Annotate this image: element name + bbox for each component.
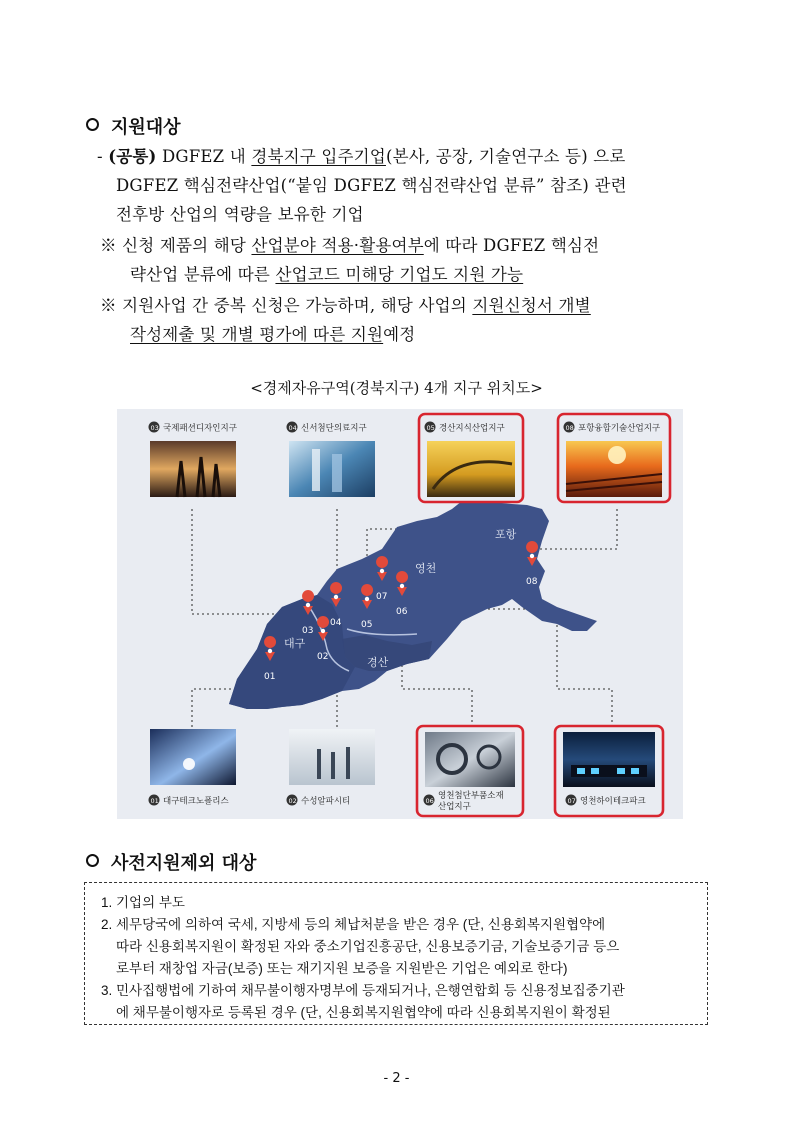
underlined-term: 경북지구 입주기업 <box>251 147 386 166</box>
svg-text:수성알파시티: 수성알파시티 <box>301 796 351 807</box>
svg-text:대구테크노폴리스: 대구테크노폴리스 <box>163 796 229 807</box>
svg-text:국제패션디자인지구: 국제패션디자인지구 <box>163 423 237 434</box>
svg-text:포항융합기술산업지구: 포항융합기술산업지구 <box>578 423 661 434</box>
svg-text:영천첨단부품소재: 영천첨단부품소재 <box>438 791 504 801</box>
exclusion-item-continued: 로부터 재창업 자금(보증) 또는 재기지원 보증을 지원받은 기업은 예외로 한다) <box>116 961 568 976</box>
eligibility-line-1: - (공통) DGFEZ 내 경북지구 입주기업(본사, 공장, 기술연구소 등) 으로 <box>97 147 626 166</box>
svg-text:08: 08 <box>565 424 574 432</box>
cockpit-photo <box>563 732 655 787</box>
svg-text:신서첨단의료지구: 신서첨단의료지구 <box>301 423 367 434</box>
region-label-yeongcheon: 영천 <box>415 562 437 575</box>
exclusion-item-continued: 에 채무불이행자로 등록된 경우 (단, 신용회복지원협약에 따라 신용회복지원이 확정된 <box>116 1005 611 1020</box>
svg-text:03: 03 <box>302 626 314 636</box>
exclusion-item: 2. 세무당국에 의하여 국세, 지방세 등의 체납처분을 받은 경우 (단, 신용회복지원협약에 <box>101 917 606 932</box>
svg-text:03: 03 <box>150 424 159 432</box>
eligibility-line-2: DGFEZ 핵심전략산업(“붙임 DGFEZ 핵심전략산업 분류” 참조) 관련 <box>116 176 627 195</box>
location-map <box>117 409 683 819</box>
note-1-line-1: ※ 신청 제품의 해당 산업분야 적용·활용여부에 따라 DGFEZ 핵심전 <box>100 236 600 255</box>
note-2-line-1: ※ 지원사업 간 중복 신청은 가능하며, 해당 사업의 지원신청서 개별 <box>100 296 591 315</box>
exclusion-item: 1. 기업의 부도 <box>101 895 185 910</box>
svg-text:07: 07 <box>567 797 576 805</box>
svg-text:06: 06 <box>396 607 408 617</box>
svg-text:산업지구: 산업지구 <box>438 802 471 812</box>
region-label-daegu: 대구 <box>284 637 306 650</box>
svg-text:08: 08 <box>526 577 538 587</box>
svg-text:경산지식산업지구: 경산지식산업지구 <box>439 423 505 434</box>
note-1-line-2: 략산업 분류에 따른 산업코드 미해당 기업도 지원 가능 <box>130 265 524 284</box>
machinery-photo <box>427 441 515 497</box>
welding-photo <box>150 729 236 785</box>
circle-bullet-icon <box>86 854 99 867</box>
exclusion-item: 3. 민사집행법에 기하여 채무불이행자명부에 등재되거나, 은행연합회 등 신용정보집중기관 <box>101 983 625 998</box>
svg-text:영천하이테크파크: 영천하이테크파크 <box>580 796 646 807</box>
svg-text:05: 05 <box>361 620 373 630</box>
svg-text:01: 01 <box>264 672 276 682</box>
svg-text:02: 02 <box>317 652 329 662</box>
circle-bullet-icon <box>86 118 99 131</box>
svg-text:01: 01 <box>150 797 159 805</box>
svg-text:05: 05 <box>426 424 435 432</box>
svg-text:06: 06 <box>425 797 434 805</box>
eligibility-line-3: 전후방 산업의 역량을 보유한 기업 <box>116 205 364 224</box>
svg-text:02: 02 <box>288 797 297 805</box>
reference-mark-icon: ※ <box>100 296 117 315</box>
page-number: - 2 - <box>383 1071 410 1086</box>
svg-text:04: 04 <box>330 618 342 628</box>
exclusion-item-continued: 따라 신용회복지원이 확정된 자와 중소기업진흥공단, 신용보증기금, 기술보증기금 등으 <box>116 939 620 954</box>
fashion-photo <box>150 441 236 497</box>
reference-mark-icon: ※ <box>100 236 117 255</box>
svg-text:07: 07 <box>376 592 388 602</box>
note-2-line-2: 작성제출 및 개별 평가에 따른 지원예정 <box>130 325 416 344</box>
svg-text:04: 04 <box>288 424 297 432</box>
section-heading-exclusion: 사전지원제외 대상 <box>86 849 256 875</box>
common-label: (공통) <box>108 147 157 166</box>
region-label-gyeongsan: 경산 <box>367 656 389 669</box>
region-label-pohang: 포항 <box>495 528 517 541</box>
map-caption: <경제자유구역(경북지구) 4개 지구 위치도> <box>250 379 543 397</box>
section-heading-eligibility: 지원대상 <box>86 113 181 139</box>
